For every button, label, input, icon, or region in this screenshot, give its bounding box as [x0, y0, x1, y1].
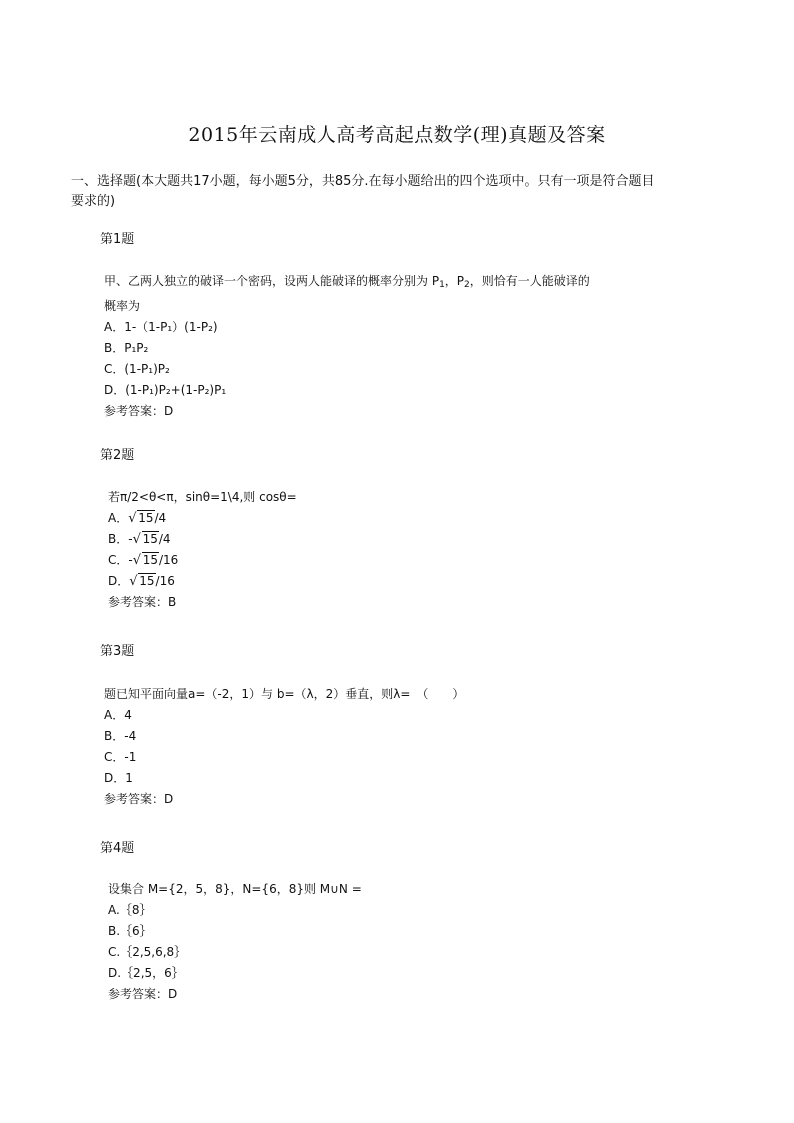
- question-4-heading: 第4题: [100, 841, 135, 856]
- option-d: D．(1-P₁)P₂+(1-P₂)P₁: [104, 383, 227, 397]
- question-2: [108, 487, 297, 613]
- question-1: [104, 271, 590, 422]
- answer-value: D: [168, 987, 178, 1001]
- document-title: 2015年云南成人高考高起点数学(理)真题及答案: [188, 124, 606, 146]
- question-3: [104, 684, 464, 810]
- question-1-stem-line-2: 概率为: [104, 299, 141, 313]
- question-2-stem: 若π/2<θ<π，sinθ=1\4,则 cosθ=: [108, 490, 297, 504]
- option-b: B．-4: [104, 729, 137, 743]
- sqrt-symbol: √ 15: [129, 574, 155, 589]
- option-d: D． √ 15/16: [108, 571, 297, 592]
- answer-value: D: [164, 792, 174, 806]
- answer-line: 参考答案：D: [104, 404, 174, 418]
- answer-value: D: [164, 404, 174, 418]
- sqrt-symbol: √ 15: [128, 511, 154, 526]
- intro-line-2: 要求的): [71, 194, 116, 209]
- option-c: C．(1-P₁)P₂: [104, 362, 170, 376]
- answer-value: B: [168, 595, 177, 609]
- option-a: A． √ 15/4: [108, 508, 297, 529]
- question-4-stem: 设集合 M={2，5，8}，N={6，8}则 M∪N =: [108, 882, 362, 896]
- option-d: D．1: [104, 771, 133, 785]
- question-2-heading: 第2题: [100, 448, 135, 463]
- option-c: C．-1: [104, 750, 137, 764]
- answer-line: 参考答案：D: [104, 792, 174, 806]
- option-a: A.｛8｝: [108, 903, 152, 917]
- section-intro: [71, 172, 721, 212]
- option-d: D.｛2,5，6｝: [108, 966, 184, 980]
- sqrt-symbol: √ 15: [132, 532, 158, 547]
- question-1-heading: 第1题: [100, 232, 135, 247]
- question-3-heading: 第3题: [100, 644, 135, 659]
- answer-line: 参考答案：B: [108, 595, 177, 609]
- question-1-stem-line-1: 甲、乙两人独立的破译一个密码，设两人能破译的概率分别为 $P_1$，$P_2$，则恰有一人能破译的: [104, 274, 590, 290]
- option-a: A．1-（1-P₁）(1-P₂): [104, 320, 218, 334]
- question-3-stem: 题已知平面向量a=（-2，1）与 b=（λ，2）垂直，则λ= （ ）: [104, 687, 465, 701]
- option-c: C.｛2,5,6,8｝: [108, 945, 187, 959]
- option-c: C．- √ 15/16: [108, 550, 297, 571]
- sqrt-symbol: √ 15: [132, 553, 158, 568]
- option-a: A．4: [104, 708, 132, 722]
- intro-line-1: 一、选择题(本大题共17小题，每小题5分，共85分.在每小题给出的四个选项中。只有一项是符合题目: [71, 174, 655, 189]
- option-b: B．P₁P₂: [104, 341, 149, 355]
- option-b: B．- √ 15/4: [108, 529, 297, 550]
- answer-line: 参考答案：D: [108, 987, 178, 1001]
- option-b: B.｛6｝: [108, 924, 152, 938]
- question-4: [108, 879, 362, 1005]
